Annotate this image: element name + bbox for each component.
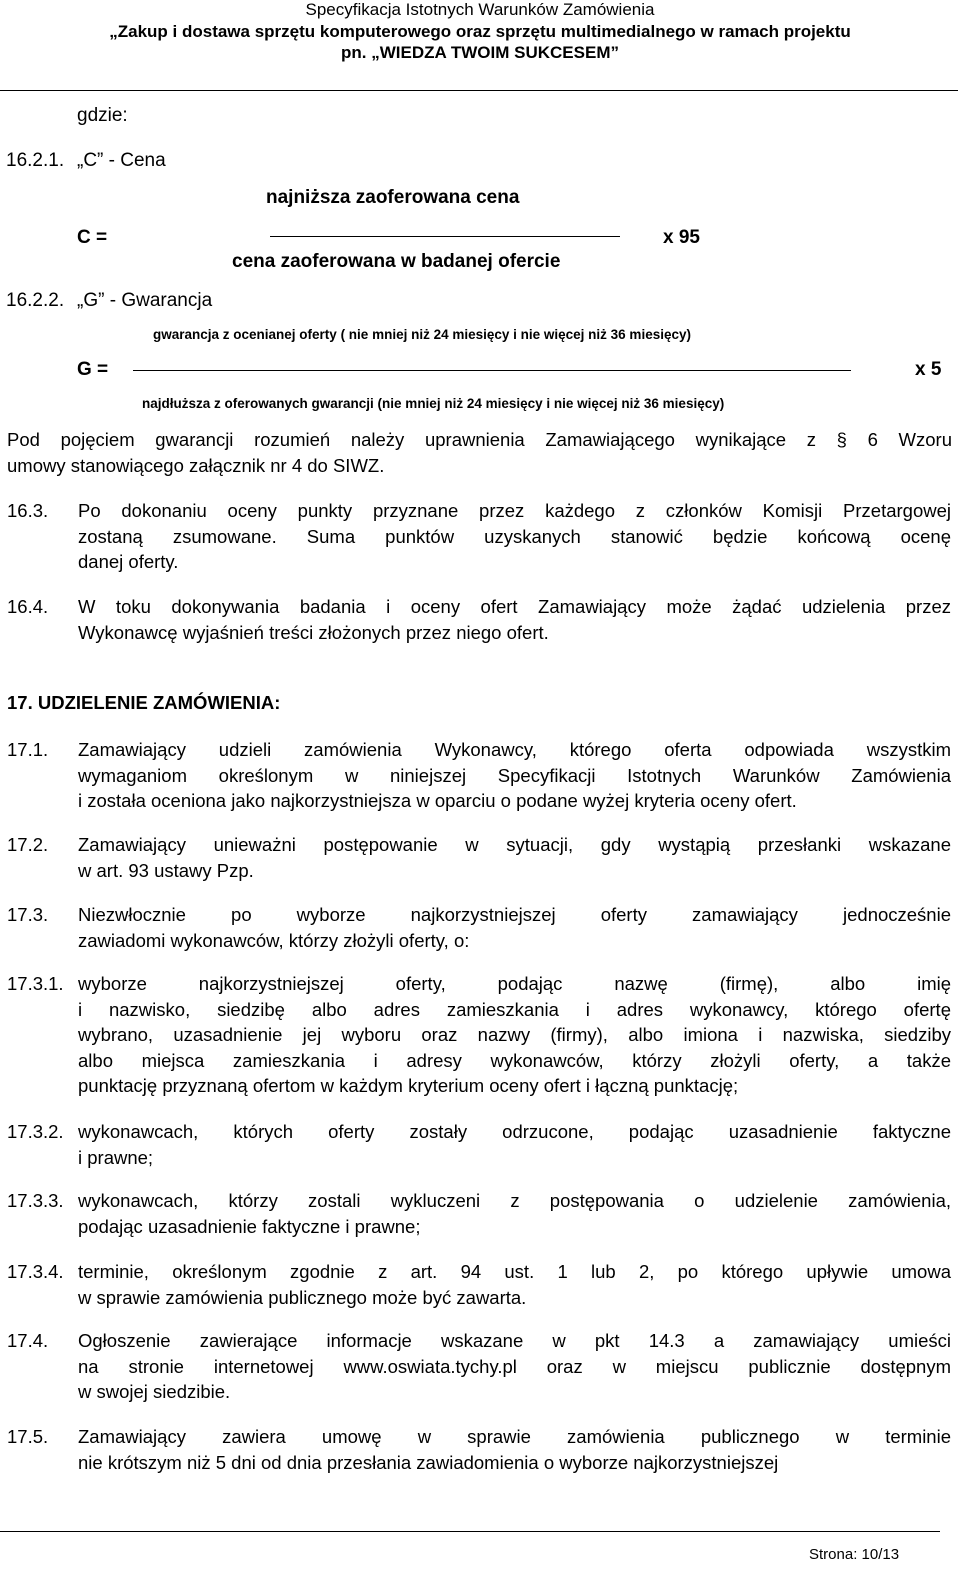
page-number: Strona: 10/13 — [809, 1546, 900, 1563]
formula-c-numerator: najniższa zaoferowana cena — [266, 187, 520, 208]
paragraph-line: albo miejsca zamieszkania i adresy wykonawców, którzy złożyli oferty, a także — [78, 1049, 951, 1071]
warranty-note-line: umowy stanowiącego załącznik nr 4 do SIWZ. — [7, 454, 385, 476]
paragraph-line: W toku dokonywania badania i oceny ofert Zamawiający może żądać udzielenia przez — [78, 596, 951, 617]
section-17-3-4-number: 17.3.4. — [7, 1261, 64, 1282]
header-project-name: pn. „WIEDZA TWOIM SUKCESEM” — [341, 43, 619, 62]
paragraph-line: Po dokonaniu oceny punkty przyznane przez każdego z członków Komisji Przetargowej — [78, 500, 951, 521]
paragraph-line: nie krótszym niż 5 dni od dnia przesłania zawiadomienia o wyborze najkorzystniejszej — [78, 1451, 779, 1473]
paragraph-line: danej oferty. — [78, 551, 179, 572]
paragraph-line: Zamawiający zawiera umowę w sprawie zamówienia publicznego w terminie — [78, 1426, 951, 1447]
section-16-2-1-label: „C” - Cena — [77, 150, 166, 171]
formula-g-numerator: gwarancja z ocenianej oferty ( nie mniej niż 24 miesięcy i nie więcej niż 36 miesięcy) — [153, 327, 691, 342]
section-17-3-3-number: 17.3.3. — [7, 1190, 64, 1211]
section-17-1-text — [78, 737, 951, 814]
section-16-4-text — [78, 594, 951, 645]
paragraph-line: Niezwłocznie po wyborze najkorzystniejszej oferty zamawiający jednocześnie — [78, 904, 951, 925]
formula-c-multiplier: x 95 — [663, 227, 700, 248]
section-17-1-number: 17.1. — [7, 739, 49, 760]
formula-g-multiplier: x 5 — [915, 359, 942, 380]
section-17-3-4-text — [78, 1259, 951, 1310]
paragraph-line: Wykonawcę wyjaśnień treści złożonych przez niego ofert. — [78, 621, 549, 643]
section-16-2-2-label: „G” - Gwarancja — [77, 290, 213, 311]
paragraph-line: Ogłoszenie zawierające informacje wskazane w pkt 14.3 a zamawiający umieści — [78, 1330, 951, 1351]
paragraph-line: i prawne; — [78, 1146, 154, 1168]
formula-g-denominator: najdłuższa z oferowanych gwarancji (nie mniej niż 24 miesięcy i nie więcej niż 36 miesięcy) — [142, 396, 725, 411]
section-17-heading: 17. UDZIELENIE ZAMÓWIENIA: — [7, 692, 281, 713]
section-16-3-number: 16.3. — [7, 500, 49, 521]
section-17-3-1-text — [78, 971, 951, 1099]
footer-divider — [0, 1531, 940, 1532]
paragraph-line: punktację przyznaną ofertom w każdym kryterium oceny ofert i łączną punktację; — [78, 1075, 739, 1096]
section-17-5-text — [78, 1424, 951, 1475]
section-17-3-text — [78, 902, 951, 953]
paragraph-line: wykonawcach, którzy zostali wykluczeni z postępowania o udzielenie zamówienia, — [78, 1190, 951, 1211]
paragraph-line: i nazwisko, siedzibę albo adres zamieszkania i adres wykonawcy, którego ofertę — [78, 998, 951, 1020]
formula-g-lhs: G = — [77, 359, 109, 380]
section-17-3-number: 17.3. — [7, 904, 49, 925]
paragraph-line: na stronie internetowej www.oswiata.tychy.pl oraz w miejscu publicznie dostępnym — [78, 1355, 951, 1377]
section-17-5-number: 17.5. — [7, 1426, 49, 1447]
section-17-3-2-number: 17.3.2. — [7, 1121, 64, 1142]
paragraph-line: w swojej siedzibie. — [78, 1381, 231, 1402]
formula-c-fraction-line — [270, 236, 620, 237]
header-title: Specyfikacja Istotnych Warunków Zamówienia — [305, 0, 655, 19]
formula-c-lhs: C = — [77, 227, 108, 248]
paragraph-line: Zamawiający unieważni postępowanie w sytuacji, gdy wystąpią przesłanki wskazane — [78, 834, 951, 855]
paragraph-line: w sprawie zamówienia publicznego może być zawarta. — [78, 1286, 527, 1308]
paragraph-line: w art. 93 ustawy Pzp. — [78, 859, 254, 881]
warranty-note — [7, 427, 952, 478]
formula-g-fraction-line — [133, 370, 851, 371]
paragraph-line: zawiadomi wykonawców, którzy złożyli oferty, o: — [78, 929, 470, 951]
paragraph-line: Zamawiający udzieli zamówienia Wykonawcy, którego oferta odpowiada wszystkim — [78, 739, 951, 760]
section-16-2-2-number: 16.2.2. — [6, 290, 65, 311]
section-16-4-number: 16.4. — [7, 596, 49, 617]
section-17-4-text — [78, 1328, 951, 1405]
section-17-2-number: 17.2. — [7, 834, 49, 855]
paragraph-line: podając uzasadnienie faktyczne i prawne; — [78, 1215, 421, 1237]
section-17-2-text — [78, 832, 951, 883]
paragraph-line: terminie, określonym zgodnie z art. 94 ust. 1 lub 2, po którego upływie umowa — [78, 1261, 951, 1282]
section-17-3-1-number: 17.3.1. — [7, 973, 64, 994]
paragraph-line: wymaganiom określonym w niniejszej Specyfikacji Istotnych Warunków Zamówienia — [78, 764, 951, 786]
paragraph-line: wybrano, uzasadnienie jej wyboru oraz nazwy (firmy), albo imiona i nazwiska, siedziby — [78, 1024, 951, 1045]
paragraph-line: zostaną zsumowane. Suma punktów uzyskanych stanowić będzie końcową ocenę — [78, 525, 951, 547]
section-17-4-number: 17.4. — [7, 1330, 49, 1351]
section-17-3-3-text — [78, 1188, 951, 1239]
section-16-2-1-number: 16.2.1. — [6, 150, 65, 171]
paragraph-line: wyborze najkorzystniejszej oferty, podając nazwę (firmę), albo imię — [78, 973, 951, 994]
header-divider — [0, 90, 958, 91]
header-project-line: „Zakup i dostawa sprzętu komputerowego oraz sprzętu multimedialnego w ramach projektu — [109, 22, 851, 41]
formula-c-denominator: cena zaoferowana w badanej ofercie — [232, 251, 561, 272]
paragraph-line: wykonawcach, których oferty zostały odrzucone, podając uzasadnienie faktyczne — [78, 1121, 951, 1142]
section-16-3-text — [78, 498, 951, 575]
warranty-note-line: Pod pojęciem gwarancji rozumień należy uprawnienia Zamawiającego wynikające z § 6 Wzoru — [7, 429, 952, 450]
where-label: gdzie: — [77, 105, 128, 126]
section-17-3-2-text — [78, 1119, 951, 1170]
paragraph-line: i została oceniona jako najkorzystniejsza w oparciu o podane wyżej kryteria oceny ofert. — [78, 790, 797, 811]
